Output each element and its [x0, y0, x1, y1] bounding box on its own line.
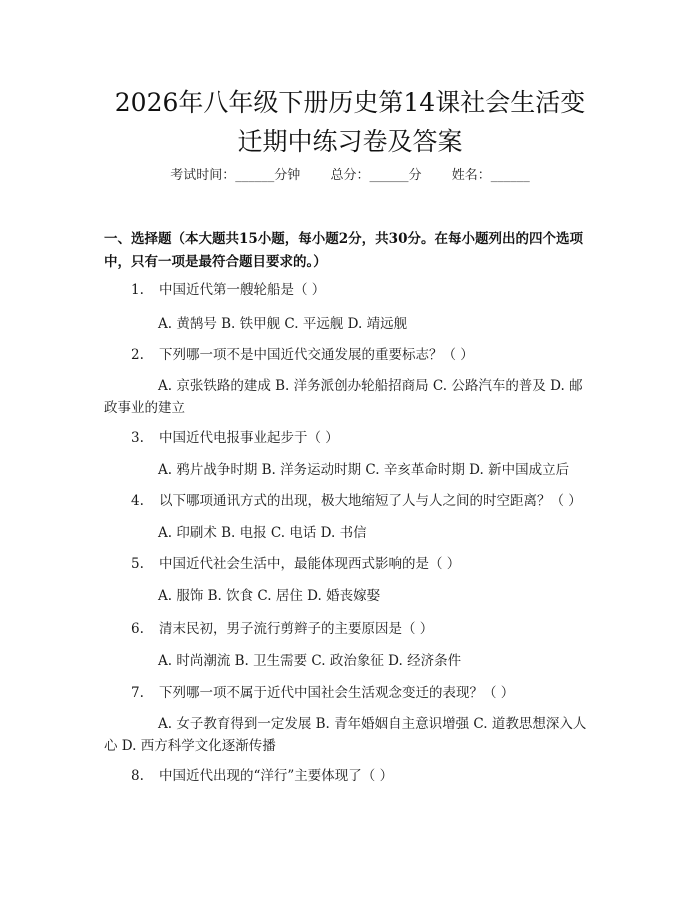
- question-2: [0, 344, 474, 366]
- question-text: 中国近代出现的“洋行”主要体现了（ ）: [159, 768, 394, 784]
- question-number: 3.: [131, 430, 144, 446]
- exam-name-label: 姓名：______: [451, 168, 530, 183]
- question-number: 8.: [131, 768, 144, 784]
- question-text: 中国近代电报事业起步于（ ）: [159, 430, 339, 446]
- question-3-options: A. 鸦片战争时期 B. 洋务运动时期 C. 辛亥革命时期 D. 新中国成立后: [158, 462, 570, 478]
- question-6: [0, 618, 433, 640]
- question-4-options: A. 印刷术 B. 电报 C. 电话 D. 书信: [158, 525, 367, 541]
- question-3: [0, 427, 339, 449]
- section-heading: 一、选择题（本大题共15小题，每小题2分，共30分。在每小题列出的四个选项中，只有一项是最符合题目要求的。）: [104, 231, 583, 270]
- question-number: 4.: [131, 493, 144, 509]
- question-text: 清末民初，男子流行剪辫子的主要原因是（ ）: [159, 621, 434, 637]
- document-title-line-2: 迁期中练习卷及答案: [237, 127, 463, 156]
- question-8: [0, 765, 393, 787]
- exam-info: [0, 166, 700, 186]
- question-2-options: A. 京张铁路的建成 B. 洋务派创办轮船招商局 C. 公路汽车的普及 D. 邮政事业的建立: [104, 378, 583, 416]
- question-text: 中国近代第一艘轮船是（ ）: [159, 282, 326, 298]
- question-7-options: A. 女子教育得到一定发展 B. 青年婚姻自主意识增强 C. 道教思想深入人心 D. 西方科学文化逐渐传播: [104, 716, 587, 754]
- question-number: 2.: [131, 347, 144, 363]
- question-text: 以下哪项通讯方式的出现，极大地缩短了人与人之间的时空距离？（ ）: [159, 493, 582, 509]
- question-1-options: A. 黄鹄号 B. 铁甲舰 C. 平远舰 D. 靖远舰: [158, 316, 408, 332]
- question-text: 下列哪一项不是中国近代交通发展的重要标志？（ ）: [159, 347, 474, 363]
- question-6-options: A. 时尚潮流 B. 卫生需要 C. 政治象征 D. 经济条件: [158, 653, 462, 669]
- question-5-options: A. 服饰 B. 饮食 C. 居住 D. 婚丧嫁娶: [158, 588, 381, 604]
- question-7: [0, 682, 514, 704]
- question-4: [0, 490, 582, 512]
- exam-score-label: 总分：______分: [330, 168, 422, 183]
- question-text: 中国近代社会生活中，最能体现西式影响的是（ ）: [159, 556, 461, 572]
- question-number: 1.: [131, 282, 144, 298]
- question-text: 下列哪一项不属于近代中国社会生活观念变迁的表现？（ ）: [159, 685, 515, 701]
- question-number: 5.: [131, 556, 144, 572]
- question-1: [0, 279, 325, 301]
- exam-time-label: 考试时间：______分钟: [170, 168, 301, 183]
- question-number: 7.: [131, 685, 144, 701]
- question-5: [0, 553, 460, 575]
- document-title-line-1: 2026年八年级下册历史第14课社会生活变: [114, 88, 586, 117]
- question-number: 6.: [131, 621, 144, 637]
